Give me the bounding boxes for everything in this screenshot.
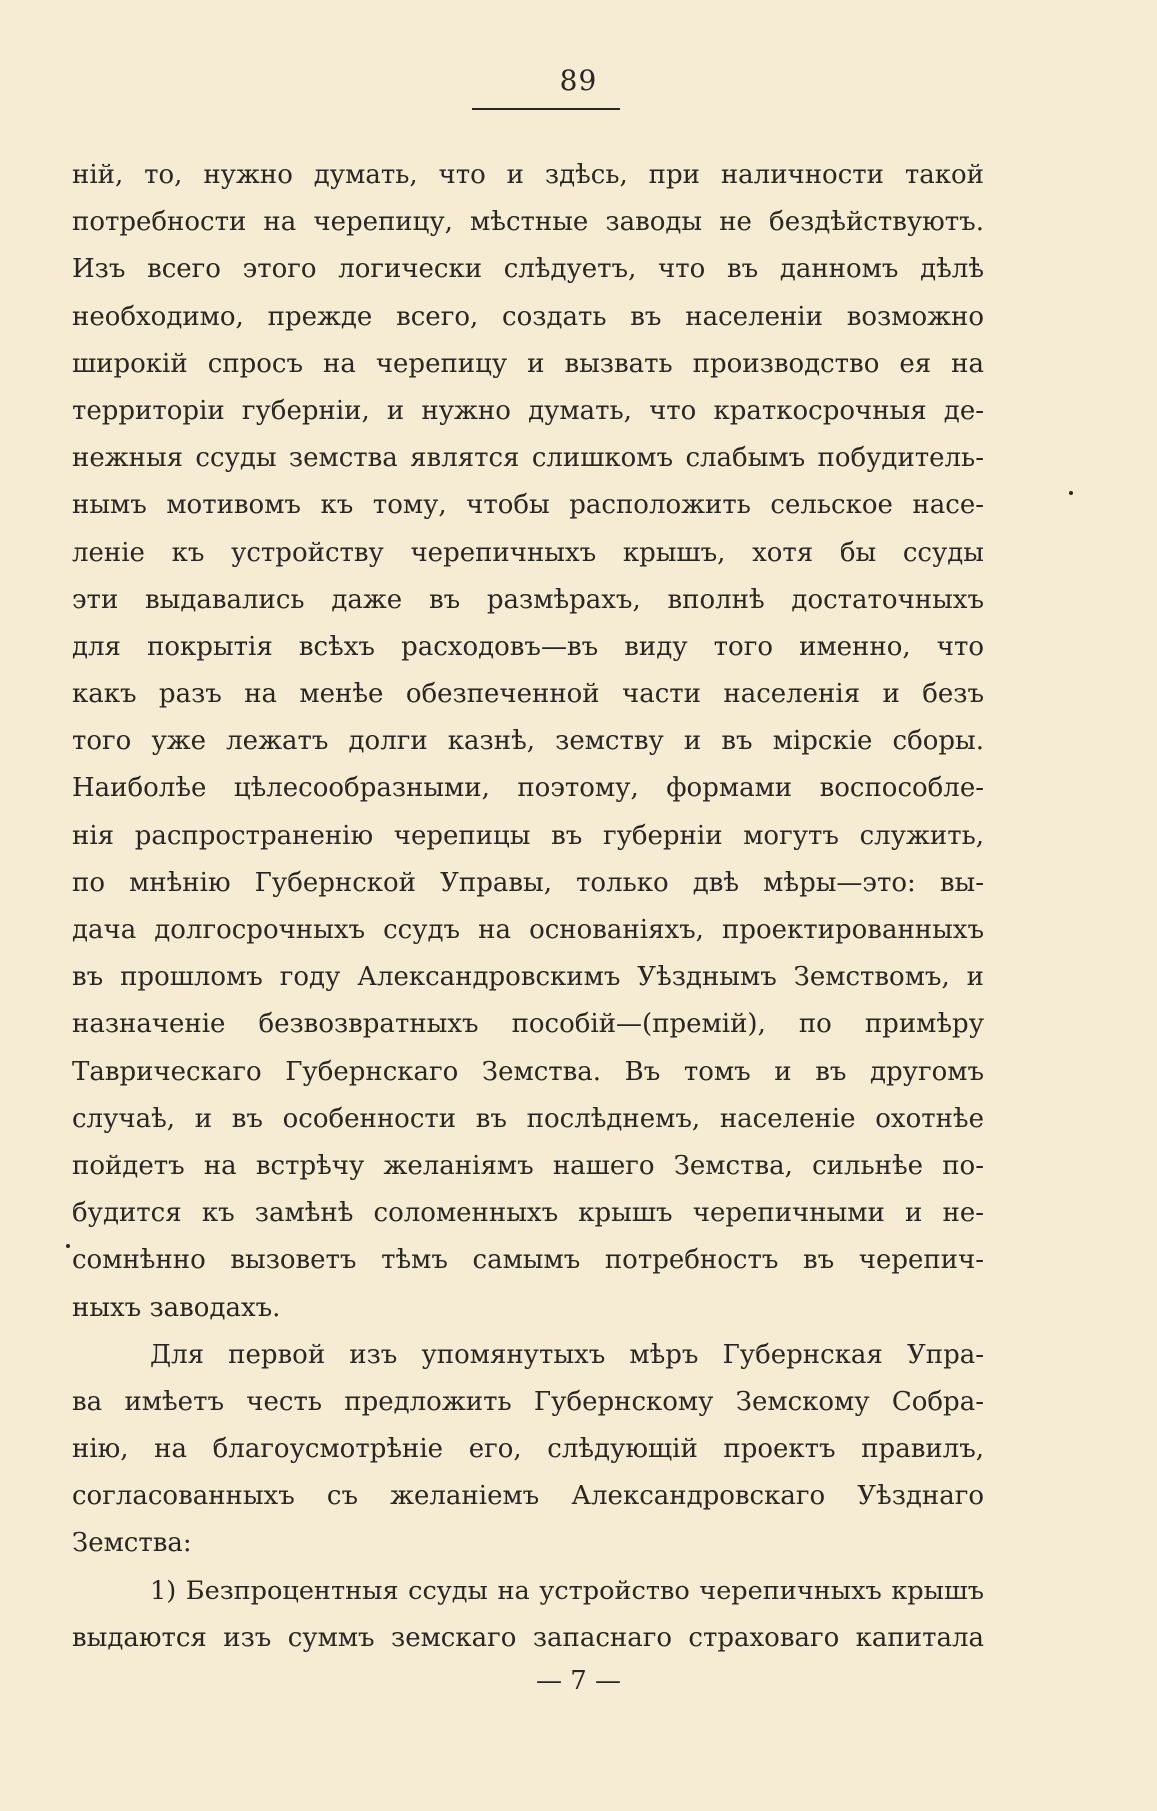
header-rule [472,108,620,110]
text-line: въ прошломъ году Александровскимъ Уѣзднымъ Земствомъ, и [72,962,984,993]
text-line: для покрытія всѣхъ расходовъ—въ виду того именно, что [72,631,984,662]
text-line: Земства: [72,1528,192,1559]
text-line: сомнѣнно вызоветъ тѣмъ самымъ потребностъ въ черепич- [72,1245,984,1276]
body-text [72,152,984,1662]
text-line: согласованныхъ съ желаніемъ Александровскаго Уѣзднаго [72,1481,984,1512]
margin-speck [66,1244,70,1248]
text-line: пойдетъ на встрѣчу желаніямъ нашего Земства, сильнѣе по- [72,1150,984,1181]
text-line: дача долгосрочныхъ ссудъ на основаніяхъ, проектированныхъ [72,915,984,945]
text-line: потребности на черепицу, мѣстные заводы не бездѣйствуютъ. [72,207,984,238]
text-line: назначеніе безвозвратныхъ пособій—(премій), по примѣру [72,1009,984,1040]
text-line: необходимо, прежде всего, создать въ населеніи возможно [72,301,984,332]
text-line: случаѣ, и въ особенности въ послѣднемъ, населеніе охотнѣе [72,1103,984,1134]
text-line: нежныя ссуды земства являтся слишкомъ слабымъ побудитель- [72,443,984,474]
text-line: эти выдавались даже въ размѣрахъ, вполнѣ достаточныхъ [72,584,984,615]
text-line: того уже лежатъ долги казнѣ, земству и въ мірскіе сборы. [72,726,984,757]
text-line: 1) Безпроцентныя ссуды на устройство черепичныхъ крышъ [150,1575,984,1606]
text-line: нія распространенію черепицы въ губерніи могутъ служить, [72,820,984,851]
margin-speck [1069,491,1073,495]
text-line: ва имѣетъ честь предложить Губернскому Земскому Собра- [72,1386,984,1417]
text-line: территоріи губерніи, и нужно думать, что краткосрочныя де- [72,395,984,426]
text-line: Для первой изъ упомянутыхъ мѣръ Губернская Упра- [150,1339,984,1370]
text-line: выдаются изъ суммъ земскаго запаснаго страховаго капитала [72,1622,984,1653]
signature-mark: — 7 — [535,1666,622,1696]
text-line: нію, на благоусмотрѣніе его, слѣдующій проектъ правилъ, [72,1434,984,1465]
text-line: нымъ мотивомъ къ тому, чтобы расположить сельское насе- [72,490,984,521]
text-line: Изъ всего этого логически слѣдуетъ, что въ данномъ дѣлѣ [72,254,984,285]
text-line: широкій спросъ на черепицу и вызвать производство ея на [72,348,984,379]
text-line: Таврическаго Губернскаго Земства. Въ томъ и въ другомъ [72,1056,984,1087]
text-line: по мнѣнію Губернской Управы, только двѣ мѣры—это: вы- [72,867,984,898]
text-line: будится къ замѣнѣ соломенныхъ крышъ черепичными и не- [72,1198,984,1229]
text-line: ній, то, нужно думать, что и здѣсь, при наличности такой [72,160,984,190]
text-line: ныхъ заводахъ. [72,1292,281,1323]
page-number: 89 [559,64,598,97]
text-line: какъ разъ на менѣе обезпеченной части населенія и безъ [72,679,984,710]
text-line: леніе къ устройству черепичныхъ крышъ, хотя бы ссуды [72,537,984,568]
text-line: Наиболѣе цѣлесообразными, поэтому, формами воспособле- [72,773,984,804]
